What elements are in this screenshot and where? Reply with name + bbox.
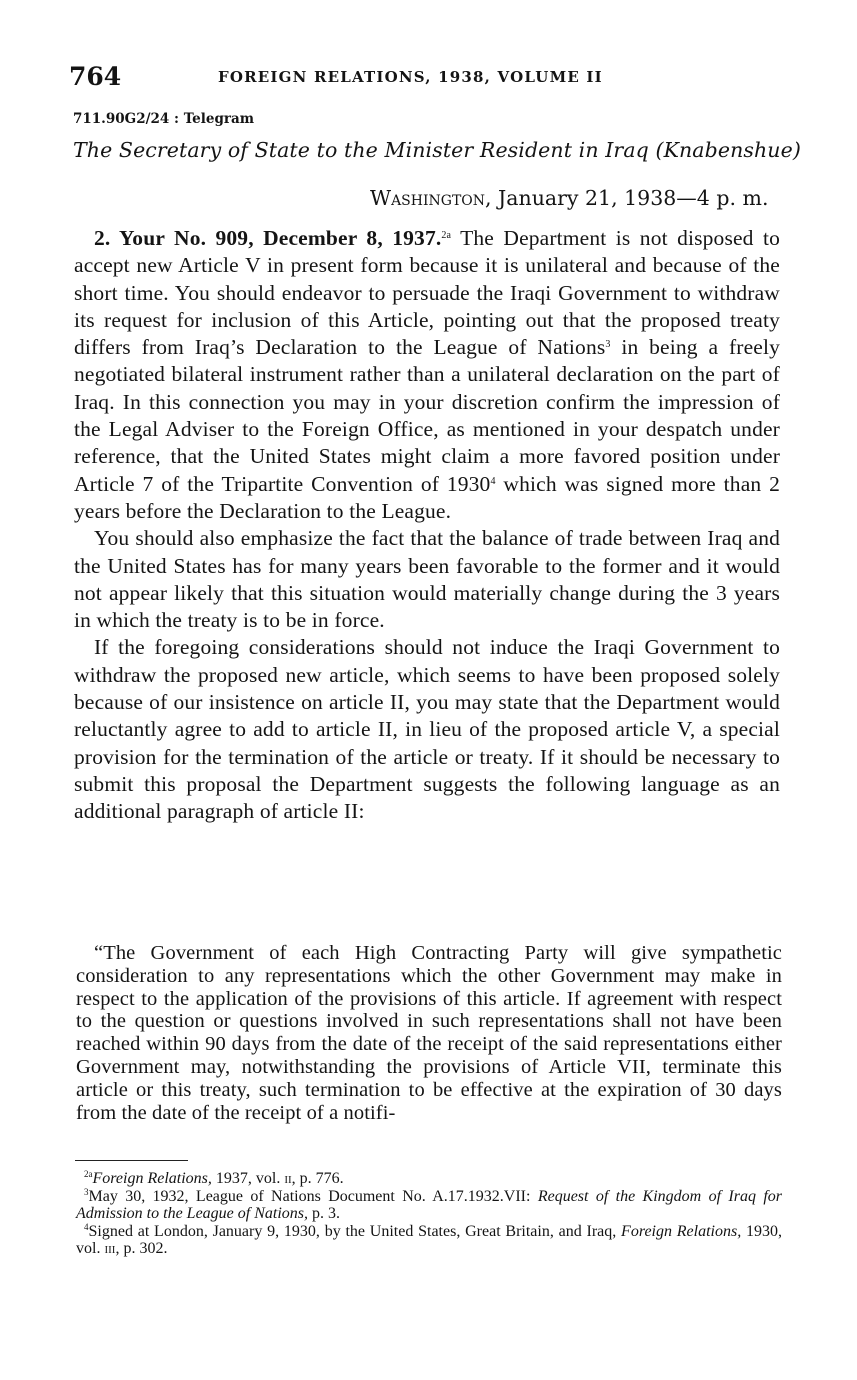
footnote bbox=[76, 1223, 782, 1258]
document-title: The Secretary of State to the Minister Resident in Iraq (Knabenshue) bbox=[73, 138, 801, 162]
paragraph-1-text-a: The Department is not disposed to accept new Article V in present form because it is unilateral and because of the short time. You should endeavor to persuade the Iraqi Government to withdraw its request for inclusion of this Article, pointing out that the proposed treaty differs from Iraq’s Declaration to the League of Nations bbox=[74, 226, 780, 360]
paragraph-2: You should also emphasize the fact that the balance of trade between Iraq and the United States has for many years been favorable to the former and it would not appear likely that this situation would materially change during the 3 years in which the treaty is to be in force. bbox=[74, 526, 780, 633]
footnote-text: Foreign Relations, bbox=[92, 1170, 212, 1187]
footnote-mark: 2a bbox=[84, 1169, 93, 1179]
paragraph-1-lead: 2. Your No. 909, December 8, 1937. bbox=[94, 226, 442, 250]
footnote-mark: 3 bbox=[84, 1186, 89, 1197]
footnote-text: May 30, 1932, League of Nations Document No. A.17.1932.VII: bbox=[88, 1187, 538, 1205]
footnote-text: , p. 776. bbox=[291, 1170, 344, 1187]
footnote-text: , p. 302. bbox=[115, 1240, 168, 1258]
footnote-text: Signed at London, January 9, 1930, by the United States, Great Britain, and Iraq, bbox=[88, 1222, 622, 1240]
footnote-text: iii bbox=[104, 1240, 116, 1258]
quoted-provision: “The Government of each High Contracting Party will give sympathetic consideration to any representations which the other Government may make in respect to the application of the provisions of this article. If agreement with respect to the question or questions involved in such representations shall not have been reached within 90 days from the date of the receipt of the said representations either Government may, notwithstanding the provisions of Article VII, terminate this article or this treaty, such termination to be effective at the expiration of 30 days from the date of the receipt of a notifi- bbox=[76, 942, 782, 1124]
paragraph-1 bbox=[74, 225, 780, 525]
footnote-mark-2a: 2a bbox=[441, 230, 452, 241]
paragraph-1-text-c: which was signed more than 2 years before the Declaration to the League. bbox=[74, 471, 781, 523]
footnote-divider bbox=[75, 1160, 188, 1161]
running-head: FOREIGN RELATIONS, 1938, VOLUME II bbox=[218, 68, 603, 86]
dateline bbox=[370, 186, 768, 210]
footnote-text: p. 3. bbox=[308, 1205, 340, 1223]
page-number: 764 bbox=[69, 62, 122, 91]
dateline-date: January 21, 1938—4 p. m. bbox=[491, 186, 769, 210]
footnotes bbox=[76, 1170, 782, 1258]
paragraph-1-text-b: in being a freely negotiated bilateral instrument rather than a unilateral declaration on the part of Iraq. In this connection you may in your discretion confirm the impression of the Legal Adviser to the Foreign Office, as mentioned in your despatch under reference, that the United States might claim a more favored position under Article 7 of the Tripartite Convention of 1930 bbox=[74, 335, 780, 496]
footnote-mark-3: 3 bbox=[605, 339, 611, 351]
footnote-mark-4: 4 bbox=[490, 475, 496, 487]
dateline-place: Washington, bbox=[370, 186, 492, 210]
footnote-text: Foreign Relations, bbox=[621, 1222, 742, 1240]
paragraph-3: If the foregoing considerations should not induce the Iraqi Government to withdraw the proposed new article, which seems to have been proposed solely because of our insistence on article II, you may state that the Department would reluctantly agree to add to article II, in lieu of the proposed article V, a special provision for the termination of the article or treaty. If it should be necessary to submit this proposal the Department suggests the following language as an additional paragraph of article II: bbox=[74, 635, 780, 824]
footnote-text: 1937, vol. bbox=[211, 1170, 285, 1187]
file-reference: 711.90G2/24 : Telegram bbox=[73, 111, 255, 127]
telegram-body bbox=[74, 225, 780, 826]
footnote-text: Request of the Kingdom of Iraq for Admission to the League of Nations, bbox=[76, 1187, 783, 1223]
footnote-mark: 4 bbox=[84, 1221, 89, 1232]
footnote bbox=[76, 1188, 782, 1223]
footnote-text: ii bbox=[284, 1170, 292, 1187]
footnote-text: 1930, vol. bbox=[76, 1222, 782, 1258]
footnote bbox=[76, 1170, 782, 1188]
